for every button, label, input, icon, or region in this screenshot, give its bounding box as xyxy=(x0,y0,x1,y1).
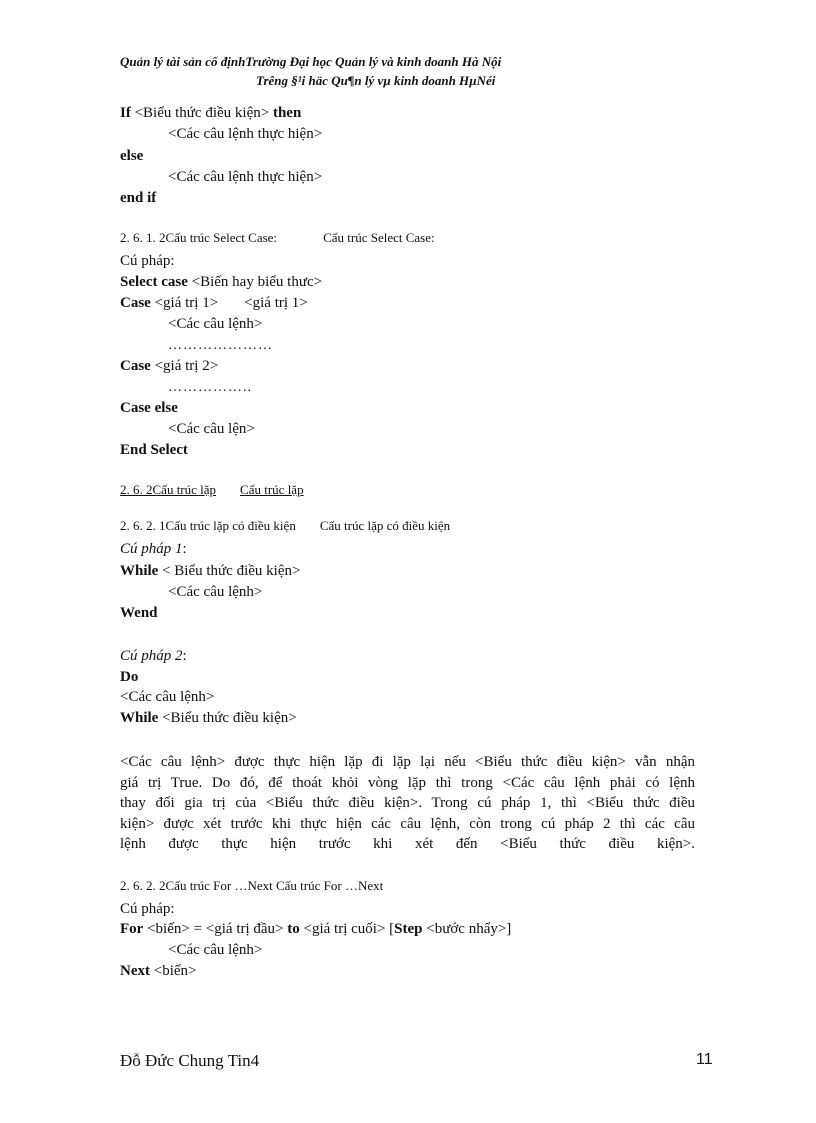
case-else-statement: <Các câu lện> xyxy=(168,421,255,437)
case1-line xyxy=(120,294,308,312)
ellipsis-dots-2: …………….. xyxy=(168,380,252,395)
for-heading-b: Cấu trúc For …Next xyxy=(275,878,384,893)
syntax1-colon: : xyxy=(182,541,187,557)
while-condition: < Biểu thức điều kiện> xyxy=(162,563,301,579)
for-heading-a: 2. 6. 2. 2Cấu trúc For …Next xyxy=(120,878,273,893)
keyword-to: to xyxy=(287,921,300,937)
keyword-select-case: Select case xyxy=(120,274,188,290)
for-variable: <biến> = <giá trị đầu> xyxy=(147,921,284,937)
conditional-loop-heading xyxy=(120,517,450,535)
else-statement: <Các câu lệnh thực hiện> xyxy=(168,169,323,185)
syntax1-label: Cú pháp 1 xyxy=(120,541,183,557)
paragraph-line-3: thay đổi gia trị của <Biểu thức điều kiện>. Trong cú pháp 1, thì <Biểu thức điều xyxy=(120,795,695,811)
running-header-line-1: Quản lý tài sản cố địnhTrường Đại học Quản lý và kinh doanh Hà Nội xyxy=(120,54,502,69)
for-syntax-label: Cú pháp: xyxy=(120,901,175,917)
keyword-do: Do xyxy=(120,669,139,685)
keyword-then: then xyxy=(272,105,302,121)
for-end-value: <giá trị cuối> [ xyxy=(303,921,395,937)
syntax2-label-line xyxy=(120,647,187,665)
page-number: 11 xyxy=(696,1051,713,1068)
keyword-case-1: Case xyxy=(120,295,151,311)
while-line xyxy=(120,562,300,580)
loop-heading-a: 2. 6. 2Cấu trúc lặp xyxy=(120,482,217,497)
do-while-condition: <Biểu thức điều kiện> xyxy=(162,710,297,726)
loop-section-heading xyxy=(120,481,304,499)
keyword-wend: Wend xyxy=(120,605,158,621)
select-case-heading xyxy=(120,229,435,247)
select-syntax-label: Cú pháp: xyxy=(120,253,175,269)
keyword-else: else xyxy=(120,148,144,164)
case1-value-a: <giá trị 1> xyxy=(154,295,219,311)
keyword-next: Next xyxy=(120,963,150,979)
do-while-line xyxy=(120,709,297,727)
cond-loop-heading-b: Cấu trúc lặp có điều kiện xyxy=(319,518,451,533)
next-line xyxy=(120,962,197,980)
loop-heading-b: Cấu trúc lặp xyxy=(240,482,304,497)
case1-value-b: <giá trị 1> xyxy=(244,295,308,311)
paragraph-line-1: <Các câu lệnh> được thực hiện lặp đi lặp lại nếu <Biểu thức điều kiện> vẫn nhận xyxy=(120,754,695,770)
if-line xyxy=(120,104,301,122)
if-statement: <Các câu lệnh thực hiện> xyxy=(168,126,323,142)
select-expression: <Biến hay biểu thưc> xyxy=(191,274,323,290)
syntax2-colon: : xyxy=(182,648,187,664)
case1-statement: <Các câu lệnh> xyxy=(168,316,263,332)
keyword-while: While xyxy=(120,563,159,579)
if-condition: <Biểu thức điều kiện> xyxy=(134,105,270,121)
case2-line xyxy=(120,357,218,375)
syntax2-label: Cú pháp 2 xyxy=(120,648,183,664)
next-variable: <biến> xyxy=(153,963,197,979)
loop-explanation-paragraph xyxy=(120,752,695,855)
keyword-case-2: Case xyxy=(120,358,151,374)
keyword-case-else: Case else xyxy=(120,400,178,416)
running-header-line-2: Trêng §¹i häc Qu¶n lý vµ kinh doanh HµNéi xyxy=(256,73,496,88)
footer-author: Đỗ Đức Chung Tin4 xyxy=(120,1051,260,1070)
keyword-step: Step xyxy=(394,921,423,937)
syntax1-label-line xyxy=(120,540,187,558)
keyword-end-select: End Select xyxy=(120,442,188,458)
for-next-heading xyxy=(120,877,383,895)
select-heading-b: Cấu trúc Select Case: xyxy=(323,230,435,245)
select-heading-a: 2. 6. 1. 2Cấu trúc Select Case: xyxy=(120,230,278,245)
for-step-value: <bước nhẩy>] xyxy=(426,921,512,937)
for-line xyxy=(120,920,511,938)
for-statement: <Các câu lệnh> xyxy=(168,942,263,958)
keyword-while-2: While xyxy=(120,710,159,726)
paragraph-line-5: lệnh được thực hiện trước khi xét đến <Biểu thức điều kiện>. xyxy=(120,836,695,852)
keyword-if: If xyxy=(120,105,131,121)
cond-loop-heading-a: 2. 6. 2. 1Cấu trúc lặp có điều kiện xyxy=(120,518,296,533)
paragraph-line-2: giá trị True. Do đó, để thoát khỏi vòng lặp thì trong <Các câu lệnh phải có lệnh xyxy=(120,774,695,791)
keyword-for: For xyxy=(120,921,144,937)
keyword-end-if: end if xyxy=(120,190,157,206)
paragraph-line-4: kiện> được xét trước khi thực hiện các câu lệnh, còn trong cú pháp 2 thì các câu xyxy=(120,815,695,832)
case2-value: <giá trị 2> xyxy=(154,358,219,374)
ellipsis-dots-1: ………………… xyxy=(168,338,273,353)
select-case-line xyxy=(120,273,322,291)
while-statement: <Các câu lệnh> xyxy=(168,584,263,600)
do-statement: <Các câu lệnh> xyxy=(120,689,215,705)
